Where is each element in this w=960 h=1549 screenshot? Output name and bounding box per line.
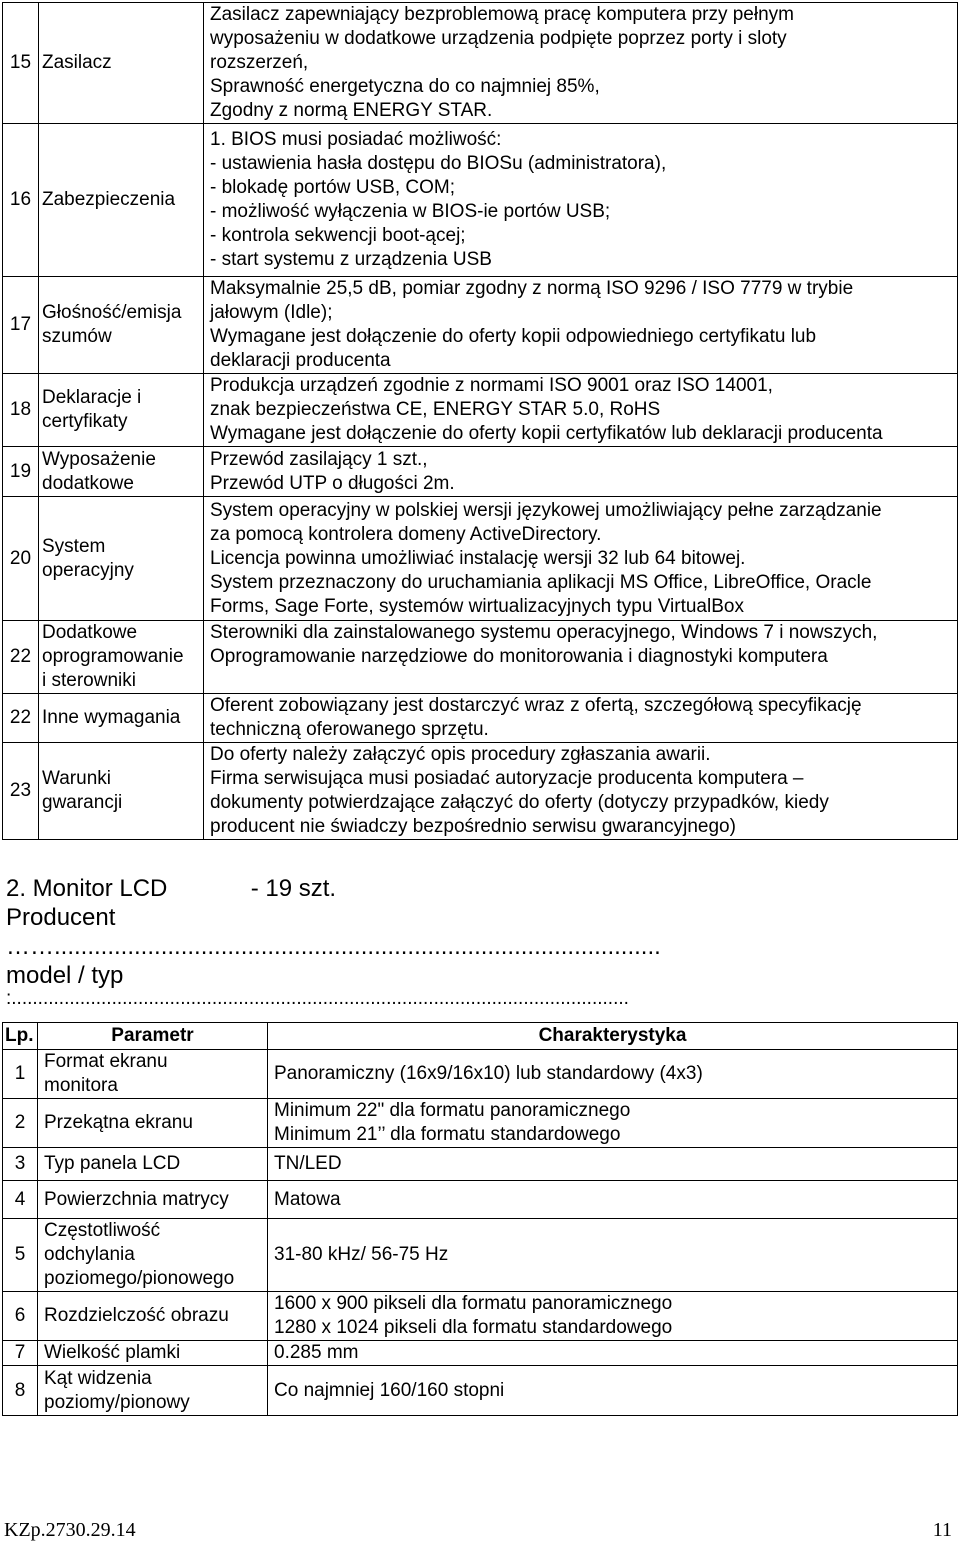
characteristic-cell bbox=[268, 1219, 958, 1292]
characteristic-line: deklaracji producenta bbox=[210, 350, 391, 371]
parameter-cell bbox=[39, 694, 204, 743]
table-row bbox=[3, 743, 958, 840]
characteristic-cell bbox=[204, 124, 958, 277]
row-number: 3 bbox=[3, 1148, 38, 1181]
characteristic-line: 0.285 mm bbox=[274, 1342, 359, 1363]
parameter-line: poziomego/pionowego bbox=[44, 1268, 235, 1289]
characteristic-line: Sprawność energetyczna do co najmniej 85%, bbox=[210, 76, 600, 97]
characteristic-line: za pomocą kontrolera domeny ActiveDirectory. bbox=[210, 523, 602, 545]
table-row bbox=[3, 1341, 958, 1366]
characteristic-line: System operacyjny w polskiej wersji językowej umożliwiający pełne zarządzanie bbox=[210, 499, 882, 521]
characteristic-line: - kontrola sekwencji boot-ącej; bbox=[210, 225, 466, 246]
parameter-line: Format ekranu bbox=[44, 1051, 168, 1072]
parameter-line: Częstotliwość bbox=[44, 1220, 161, 1241]
parameter-line: Inne wymagania bbox=[42, 707, 181, 728]
characteristic-cell bbox=[204, 694, 958, 743]
characteristic-line: - start systemu z urządzenia USB bbox=[210, 249, 492, 270]
parameter-cell bbox=[38, 1050, 268, 1099]
table-row bbox=[3, 124, 958, 277]
header-charakterystyka: Charakterystyka bbox=[268, 1023, 958, 1050]
characteristic-line: - możliwość wyłączenia w BIOS-ie portów USB; bbox=[210, 201, 611, 222]
table-row bbox=[3, 1219, 958, 1292]
characteristic-line: rozszerzeń, bbox=[210, 52, 309, 73]
requirements-table-computer bbox=[2, 2, 958, 840]
table-row bbox=[3, 621, 958, 694]
characteristic-line: - ustawienia hasła dostępu do BIOSu (administratora), bbox=[210, 153, 667, 174]
table-row bbox=[3, 374, 958, 447]
row-number: 4 bbox=[3, 1181, 38, 1219]
characteristic-line: techniczną oferowanego sprzętu. bbox=[210, 719, 489, 740]
parameter-cell bbox=[39, 277, 204, 374]
characteristic-line: Minimum 21’’ dla formatu standardowego bbox=[274, 1124, 621, 1145]
table-row bbox=[3, 3, 958, 124]
characteristic-cell bbox=[268, 1148, 958, 1181]
characteristic-cell bbox=[268, 1099, 958, 1148]
parameter-line: Wyposażenie bbox=[42, 448, 156, 470]
row-number: 7 bbox=[3, 1341, 38, 1366]
characteristic-line: Firma serwisująca musi posiadać autoryzacje producenta komputera – bbox=[210, 768, 804, 789]
table-row bbox=[3, 497, 958, 621]
parameter-line: gwarancji bbox=[42, 792, 123, 813]
parameter-cell bbox=[39, 3, 204, 124]
parameter-line: operacyjny bbox=[42, 559, 134, 581]
row-number: 22 bbox=[3, 694, 39, 743]
characteristic-cell bbox=[268, 1292, 958, 1341]
characteristic-line: Matowa bbox=[274, 1188, 341, 1210]
header-lp: Lp. bbox=[3, 1023, 38, 1050]
characteristic-line: Panoramiczny (16x9/16x10) lub standardowy (4x3) bbox=[274, 1063, 703, 1084]
characteristic-line: dokumenty potwierdzające załączyć do oferty (dotyczy przypadków, kiedy bbox=[210, 792, 829, 813]
parameter-line: Zasilacz bbox=[42, 52, 112, 73]
producer-label: Producent bbox=[6, 904, 116, 931]
characteristic-line: 1600 x 900 pikseli dla formatu panoramicznego bbox=[274, 1293, 673, 1314]
characteristic-line: Forms, Sage Forte, systemów wirtualizacyjnych typu VirtualBox bbox=[210, 595, 744, 617]
quantity: - 19 szt. bbox=[250, 875, 337, 902]
model-fill-line: :..................................................................................................................... bbox=[6, 988, 629, 1009]
row-number: 20 bbox=[3, 497, 39, 621]
characteristic-cell bbox=[268, 1366, 958, 1416]
parameter-line: System bbox=[42, 535, 106, 557]
monitor-heading-row bbox=[6, 874, 906, 903]
characteristic-line: Oprogramowanie narzędziowe do monitorowania i diagnostyki komputera bbox=[210, 646, 828, 667]
parameter-cell bbox=[39, 124, 204, 277]
characteristic-line: 1280 x 1024 pikseli dla formatu standardowego bbox=[274, 1317, 673, 1338]
parameter-cell bbox=[39, 497, 204, 621]
characteristic-line: Maksymalnie 25,5 dB, pomiar zgodny z normą ISO 9296 / ISO 7779 w trybie bbox=[210, 278, 854, 299]
parameter-line: poziomy/pionowy bbox=[44, 1391, 190, 1413]
characteristic-line: - blokadę portów USB, COM; bbox=[210, 177, 455, 198]
characteristic-cell bbox=[268, 1181, 958, 1219]
row-number: 16 bbox=[3, 124, 39, 277]
parameter-line: Dodatkowe bbox=[42, 622, 138, 643]
characteristic-line: Licencja powinna umożliwiać instalację wersji 32 lub 64 bitowej. bbox=[210, 547, 746, 569]
parameter-line: Głośność/emisja bbox=[42, 302, 182, 323]
model-label: model / typ bbox=[6, 962, 124, 989]
characteristic-line: 1. BIOS musi posiadać możliwość: bbox=[210, 129, 502, 150]
parameter-cell bbox=[38, 1341, 268, 1366]
row-number: 1 bbox=[3, 1050, 38, 1099]
parameter-cell bbox=[38, 1219, 268, 1292]
parameter-line: certyfikaty bbox=[42, 411, 128, 432]
parameter-line: dodatkowe bbox=[42, 472, 134, 494]
characteristic-line: System przeznaczony do uruchamiania aplikacji MS Office, LibreOffice, Oracle bbox=[210, 571, 872, 593]
parameter-line: odchylania bbox=[44, 1244, 135, 1265]
parameter-line: szumów bbox=[42, 326, 112, 347]
parameter-cell bbox=[38, 1181, 268, 1219]
row-number: 22 bbox=[3, 621, 39, 694]
parameter-line: Rozdzielczość obrazu bbox=[44, 1305, 229, 1326]
row-number: 19 bbox=[3, 447, 39, 497]
characteristic-line: Produkcja urządzeń zgodnie z normami ISO 9001 oraz ISO 14001, bbox=[210, 375, 773, 396]
row-number: 6 bbox=[3, 1292, 38, 1341]
parameter-cell bbox=[38, 1292, 268, 1341]
table-row bbox=[3, 1292, 958, 1341]
parameter-cell bbox=[39, 374, 204, 447]
characteristic-line: wyposażeniu w dodatkowe urządzenia podpięte poprzez porty i sloty bbox=[210, 28, 787, 49]
characteristic-line: 31-80 kHz/ 56-75 Hz bbox=[274, 1244, 449, 1265]
parameter-line: monitora bbox=[44, 1075, 118, 1096]
table-row bbox=[3, 1050, 958, 1099]
characteristic-line: jałowym (Idle); bbox=[210, 302, 333, 323]
characteristic-line: Wymagane jest dołączenie do oferty kopii certyfikatów lub deklaracji producenta bbox=[210, 423, 883, 444]
characteristic-line: Zgodny z normą ENERGY STAR. bbox=[210, 100, 493, 121]
characteristic-cell bbox=[204, 447, 958, 497]
producer-fill-line: ……........................................................................................... bbox=[6, 933, 661, 960]
characteristic-line: Minimum 22" dla formatu panoramicznego bbox=[274, 1100, 631, 1121]
header-parametr: Parametr bbox=[38, 1023, 268, 1050]
characteristic-line: TN/LED bbox=[274, 1153, 342, 1174]
row-number: 18 bbox=[3, 374, 39, 447]
parameter-line: Kąt widzenia bbox=[44, 1367, 152, 1389]
characteristic-line: producent nie świadczy bezpośrednio serwisu gwarancyjnego) bbox=[210, 816, 736, 837]
table-row bbox=[3, 277, 958, 374]
row-number: 15 bbox=[3, 3, 39, 124]
characteristic-cell bbox=[204, 497, 958, 621]
characteristic-line: Oferent zobowiązany jest dostarczyć wraz z ofertą, szczegółową specyfikację bbox=[210, 695, 862, 716]
characteristic-line bbox=[210, 669, 957, 693]
parameter-cell bbox=[39, 447, 204, 497]
table-row bbox=[3, 1366, 958, 1416]
table-header-row bbox=[3, 1023, 958, 1050]
characteristic-cell bbox=[268, 1050, 958, 1099]
requirements-table-monitor bbox=[2, 1022, 958, 1416]
characteristic-line: Wymagane jest dołączenie do oferty kopii odpowiedniego certyfikatu lub bbox=[210, 326, 817, 347]
parameter-line: Deklaracje i bbox=[42, 387, 142, 408]
row-number: 5 bbox=[3, 1219, 38, 1292]
parameter-line: Warunki bbox=[42, 768, 111, 789]
row-number: 17 bbox=[3, 277, 39, 374]
characteristic-line: Przewód UTP o długości 2m. bbox=[210, 472, 455, 494]
characteristic-cell bbox=[204, 374, 958, 447]
row-number: 8 bbox=[3, 1366, 38, 1416]
characteristic-line: Przewód zasilający 1 szt., bbox=[210, 448, 428, 470]
parameter-cell bbox=[38, 1148, 268, 1181]
table-row bbox=[3, 1148, 958, 1181]
parameter-line: Przekątna ekranu bbox=[44, 1112, 193, 1133]
row-number: 2 bbox=[3, 1099, 38, 1148]
parameter-line: Zabezpieczenia bbox=[42, 189, 176, 210]
monitor-section bbox=[6, 874, 906, 1008]
characteristic-cell bbox=[268, 1341, 958, 1366]
parameter-line: Typ panela LCD bbox=[44, 1153, 181, 1174]
parameter-cell bbox=[38, 1099, 268, 1148]
table-row bbox=[3, 1099, 958, 1148]
parameter-line: Powierzchnia matrycy bbox=[44, 1188, 229, 1210]
characteristic-line: Co najmniej 160/160 stopni bbox=[274, 1379, 505, 1401]
parameter-line: Wielkość plamki bbox=[44, 1342, 181, 1363]
page-number: 11 bbox=[932, 1519, 952, 1541]
characteristic-line: Sterowniki dla zainstalowanego systemu operacyjnego, Windows 7 i nowszych, bbox=[210, 622, 878, 643]
parameter-line: i sterowniki bbox=[42, 670, 136, 691]
parameter-line: oprogramowanie bbox=[42, 646, 184, 667]
characteristic-line: Do oferty należy załączyć opis procedury zgłaszania awarii. bbox=[210, 744, 711, 765]
characteristic-cell bbox=[204, 3, 958, 124]
document-reference: KZp.2730.29.14 bbox=[4, 1519, 136, 1541]
characteristic-cell bbox=[204, 621, 958, 694]
table-row bbox=[3, 447, 958, 497]
section-heading: 2. Monitor LCD bbox=[6, 875, 168, 902]
characteristic-line: Zasilacz zapewniający bezproblemową pracę komputera przy pełnym bbox=[210, 4, 794, 25]
characteristic-cell bbox=[204, 743, 958, 840]
table-row bbox=[3, 1181, 958, 1219]
parameter-cell bbox=[38, 1366, 268, 1416]
parameter-cell bbox=[39, 743, 204, 840]
table-row bbox=[3, 694, 958, 743]
characteristic-line: znak bezpieczeństwa CE, ENERGY STAR 5.0, RoHS bbox=[210, 399, 661, 420]
characteristic-cell bbox=[204, 277, 958, 374]
parameter-cell bbox=[39, 621, 204, 694]
row-number: 23 bbox=[3, 743, 39, 840]
